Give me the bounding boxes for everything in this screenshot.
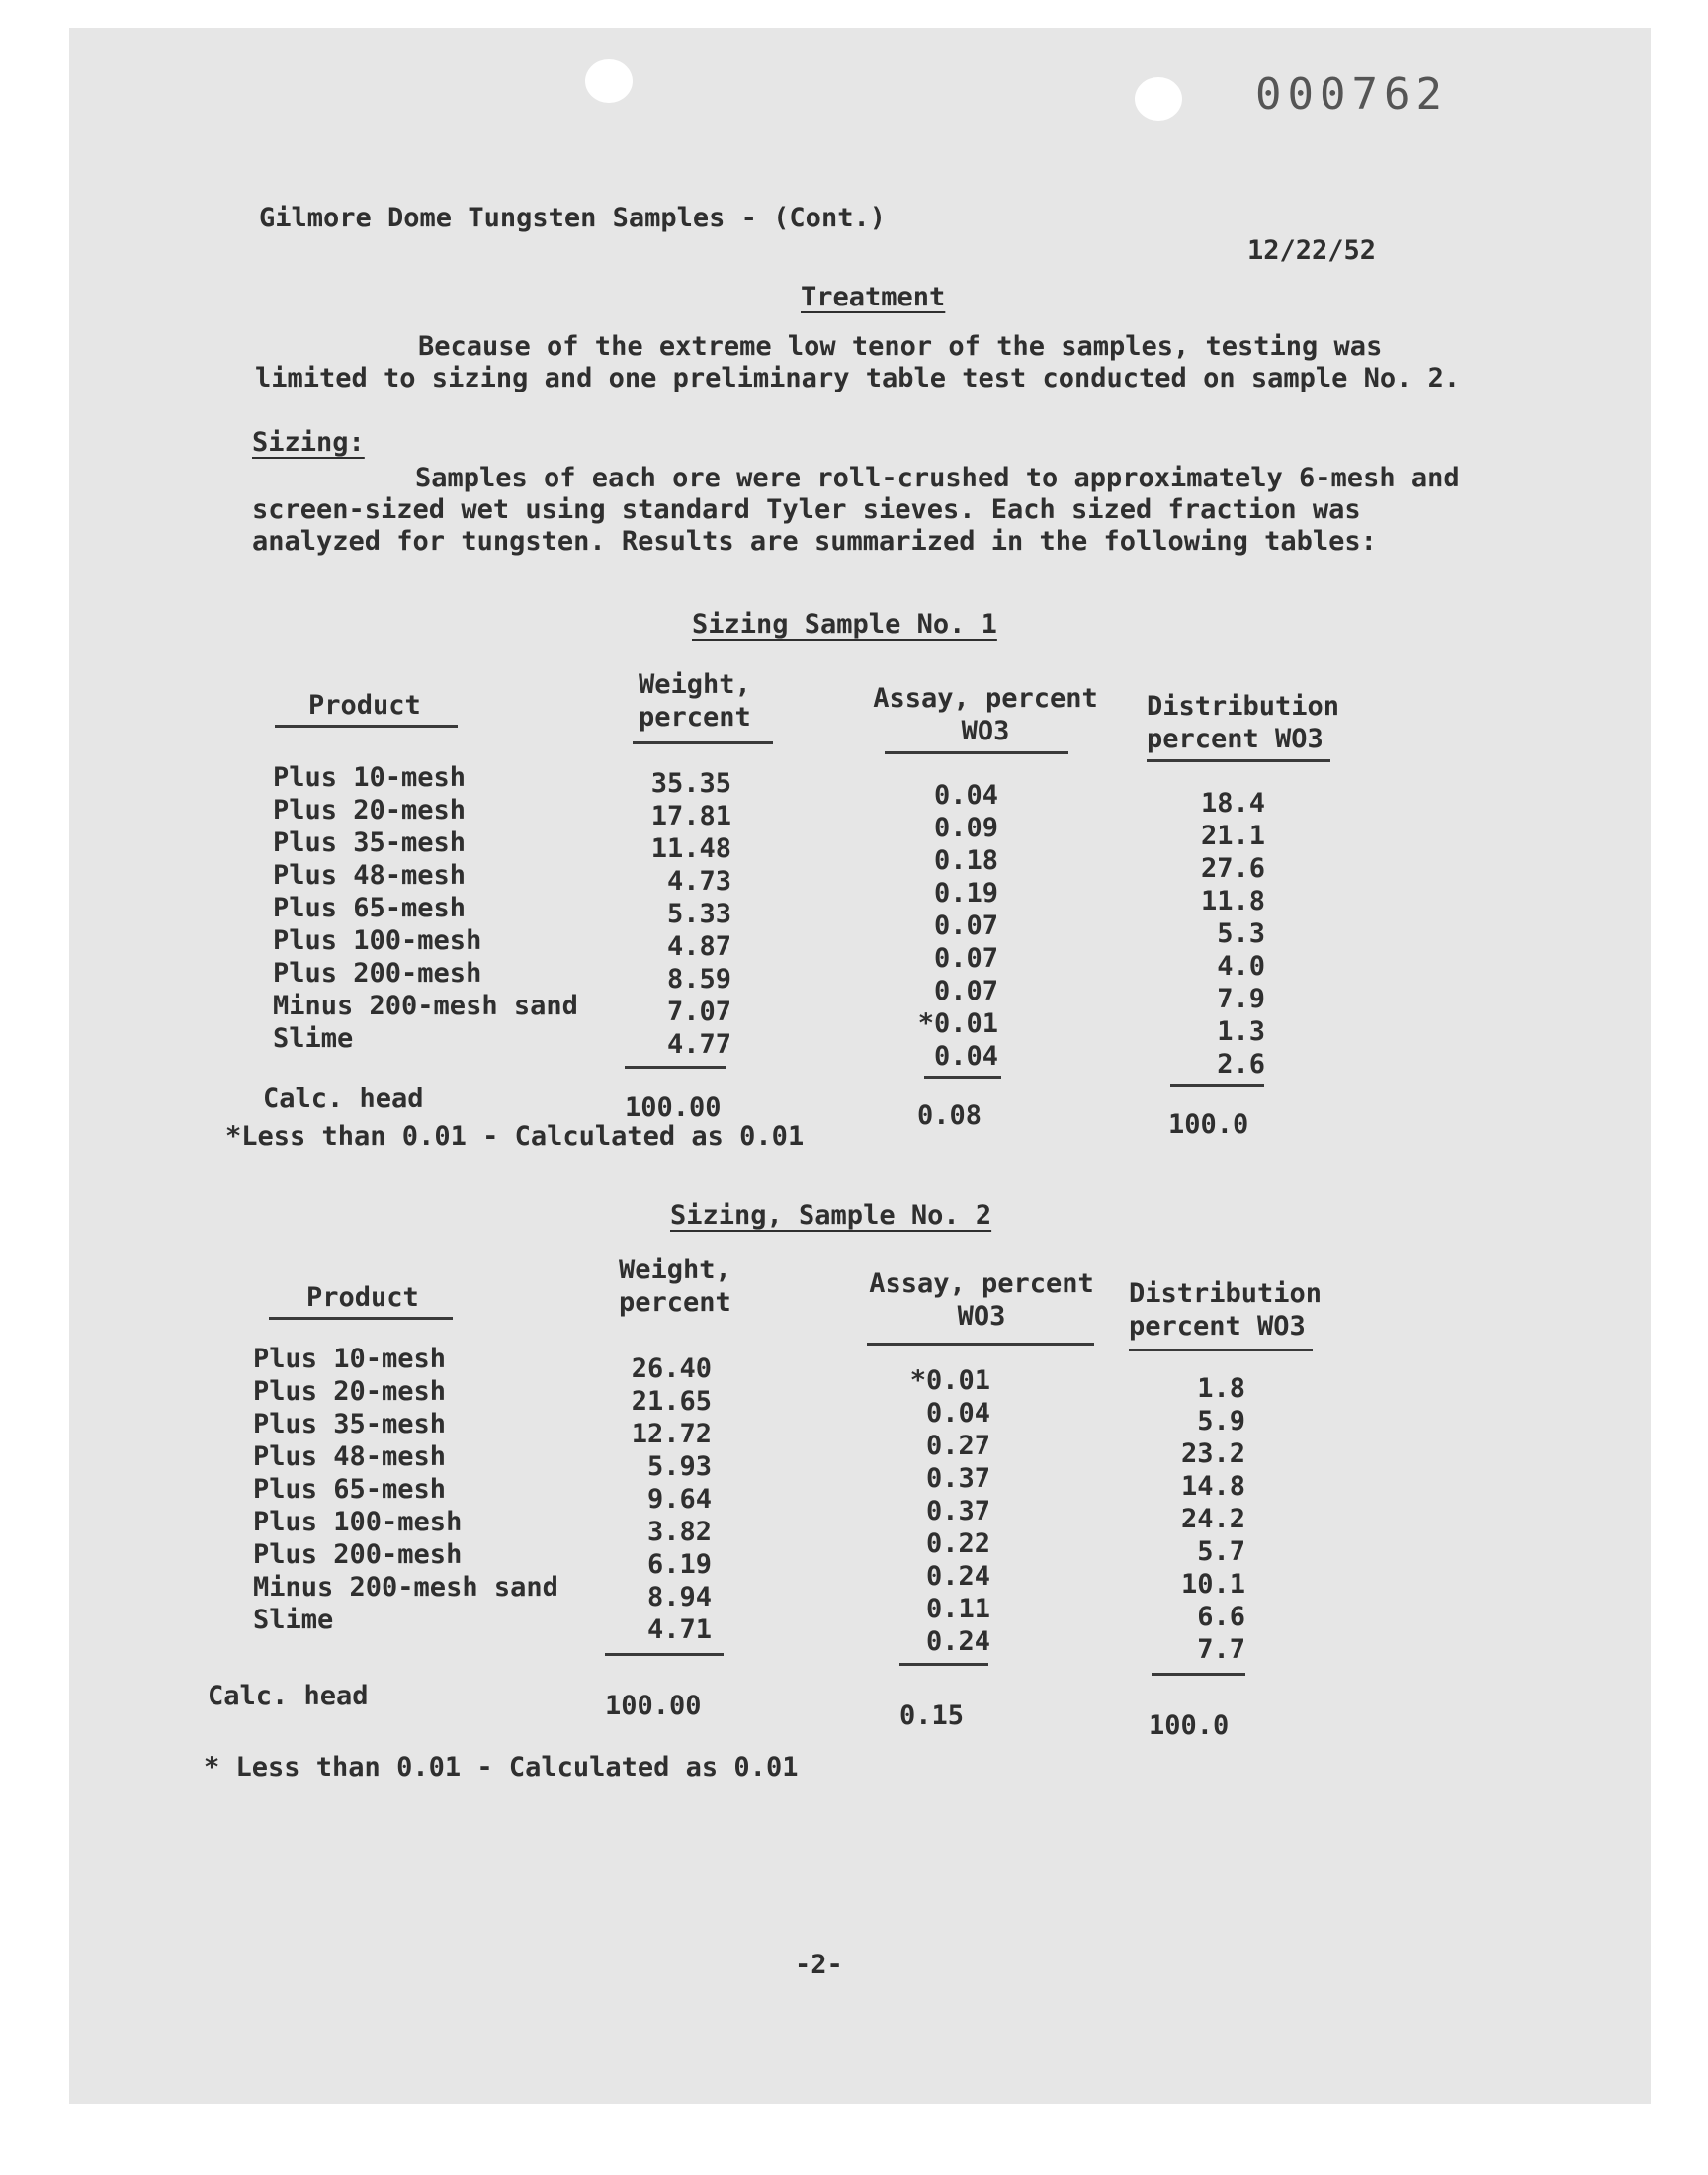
table-row: Minus 200-mesh sand (253, 1572, 558, 1603)
header-rule (269, 1317, 453, 1320)
total-rule (899, 1663, 988, 1666)
header-rule (867, 1343, 1094, 1346)
table2-footnote: * Less than 0.01 - Calculated as 0.01 (204, 1752, 799, 1783)
table2-weight-column: 26.40 21.65 12.72 5.93 9.64 3.82 6.19 8.94 4.71 (631, 1353, 712, 1645)
table-row: Minus 200-mesh sand (273, 991, 578, 1021)
total-rule (625, 1066, 726, 1069)
table2-header-distribution: Distribution percent WO3 (1129, 1278, 1323, 1342)
table-row: Plus 35-mesh (273, 827, 467, 858)
table2-total-distribution: 100.0 (1149, 1710, 1230, 1741)
total-rule (924, 1076, 1001, 1079)
table-row: Plus 100-mesh (253, 1507, 463, 1537)
table1-footnote: *Less than 0.01 - Calculated as 0.01 (225, 1121, 805, 1152)
table2-total-assay: 0.15 (899, 1700, 965, 1731)
table1-total-distribution: 100.0 (1168, 1109, 1249, 1140)
table2-header-assay: Assay, percent WO3 (869, 1268, 1094, 1332)
total-rule (1152, 1673, 1245, 1676)
table-row: Plus 48-mesh (253, 1441, 447, 1472)
table2-total-weight: 100.00 (605, 1691, 702, 1721)
sizing-heading: Sizing: (252, 427, 365, 458)
treatment-paragraph: Because of the extreme low tenor of the samples, testing was limited to sizing and one preliminary table test conducted on sample No. 2. (255, 331, 1461, 393)
table-row: Plus 35-mesh (253, 1409, 447, 1439)
table-row: Plus 100-mesh (273, 925, 482, 956)
table2-product-column (253, 1343, 558, 1636)
total-rule (605, 1653, 724, 1656)
table1-header-distribution: Distribution percent WO3 (1147, 691, 1340, 754)
table1-header-product: Product (308, 690, 421, 721)
page-number: -2- (795, 1950, 843, 1980)
table-row: Plus 65-mesh (273, 893, 467, 923)
table1-header-assay: Assay, percent WO3 (873, 683, 1098, 746)
table-row: Plus 200-mesh (253, 1539, 463, 1570)
table-row: Plus 10-mesh (253, 1344, 447, 1374)
table-row: Slime (273, 1023, 354, 1054)
table1-weight-column: 35.35 17.81 11.48 4.73 5.33 4.87 8.59 7.07 4.77 (650, 768, 731, 1060)
header-rule (633, 741, 773, 744)
table2-title: Sizing, Sample No. 2 (670, 1200, 992, 1231)
table2-distribution-column: 1.8 5.9 23.2 14.8 24.2 5.7 10.1 6.6 7.7 (1180, 1373, 1245, 1665)
header-rule (885, 751, 1068, 754)
table1-total-assay: 0.08 (917, 1100, 982, 1131)
treatment-heading: Treatment (801, 282, 946, 312)
document-id: 000762 (1255, 69, 1448, 120)
header-rule (275, 725, 458, 728)
document-date: 12/22/52 (1247, 235, 1377, 266)
table1-distribution-column: 18.4 21.1 27.6 11.8 5.3 4.0 7.9 1.3 2.6 (1200, 788, 1265, 1080)
table-row: Slime (253, 1605, 334, 1635)
sizing-paragraph: Samples of each ore were roll-crushed to approximately 6-mesh and screen-sized wet using standard Tyler sieves. Each sized fraction was analyzed for tungsten. Results are summarized in the following tables: (252, 463, 1460, 557)
total-rule (1170, 1084, 1264, 1087)
table-row: Plus 20-mesh (273, 795, 467, 826)
table2-header-weight: Weight, percent (619, 1255, 731, 1318)
table-row: Plus 48-mesh (273, 860, 467, 891)
document-title: Gilmore Dome Tungsten Samples - (Cont.) (259, 203, 886, 233)
header-rule (1147, 759, 1330, 762)
table1-assay-column: 0.04 0.09 0.18 0.19 0.07 0.07 0.07 *0.01 0.04 (917, 780, 998, 1072)
table2-header-product: Product (306, 1282, 419, 1313)
table-row: Plus 65-mesh (253, 1474, 447, 1505)
table1-header-weight: Weight, percent (639, 669, 751, 733)
table-row: Plus 200-mesh (273, 958, 482, 989)
table2-total-label: Calc. head (208, 1681, 369, 1711)
table1-total-weight: 100.00 (625, 1092, 722, 1123)
table1-title: Sizing Sample No. 1 (692, 609, 997, 640)
table-row: Plus 10-mesh (273, 762, 467, 793)
table2-assay-column: *0.01 0.04 0.27 0.37 0.37 0.22 0.24 0.11 0.24 (909, 1365, 990, 1657)
table1-product-column (273, 761, 578, 1055)
header-rule (1129, 1348, 1313, 1351)
table1-total-label: Calc. head (263, 1084, 424, 1114)
table-row: Plus 20-mesh (253, 1376, 447, 1407)
